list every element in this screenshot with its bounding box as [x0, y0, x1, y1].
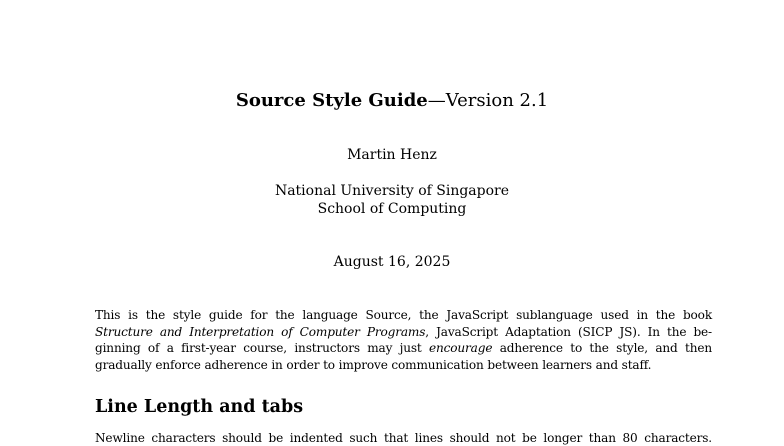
- title-main: Source Style Guide: [235, 90, 428, 111]
- body-text-line: Newline characters should be indented such that lines should not be longer than 80 characters.: [95, 431, 712, 445]
- emphasis-encourage: encourage: [429, 341, 493, 355]
- abstract-line-3-start: ginning of a first-year course, instructors may just: [95, 341, 429, 355]
- abstract-paragraph: [95, 307, 712, 373]
- document-date: August 16, 2025: [333, 254, 451, 270]
- document-title: [0, 89, 784, 113]
- abstract-line-2: [95, 324, 712, 341]
- abstract-line-1: This is the style guide for the language Source, the JavaScript sublanguage used in the book: [95, 308, 712, 322]
- abstract-line-2-rest: , JavaScript Adaptation (SICP JS). In the be-: [425, 324, 712, 339]
- abstract-line-4: gradually enforce adherence in order to improve communication between learners and staff.: [95, 357, 652, 372]
- book-title: Structure and Interpretation of Computer Programs: [95, 324, 426, 339]
- affiliation-school: School of Computing: [317, 200, 467, 217]
- abstract-line-3: [95, 340, 712, 357]
- section-heading: Line Length and tabs: [95, 397, 304, 417]
- affiliation-university: National University of Singapore: [274, 183, 510, 199]
- author-name: Martin Henz: [347, 147, 437, 163]
- title-version: —Version 2.1: [427, 90, 549, 111]
- affiliation: [0, 183, 784, 218]
- abstract-line-3-end: adherence to the style, and then: [492, 341, 712, 355]
